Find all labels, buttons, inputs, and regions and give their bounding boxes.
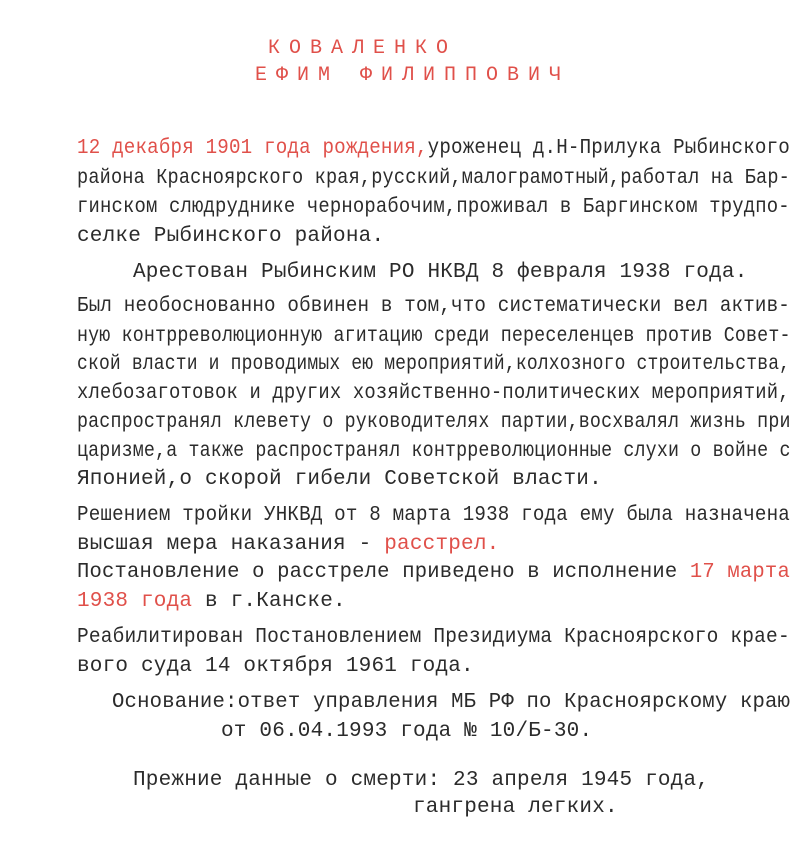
sentence-verdict: расстрел.: [384, 533, 500, 556]
previous-death-line-1: Прежние данные о смерти: 23 апреля 1945 года,: [133, 769, 710, 792]
biography-line-4: селке Рыбинского района.: [77, 225, 385, 248]
accusation-line-4: хлебозаготовок и других хозяйственно-политических мероприятий,: [77, 382, 790, 405]
arrest-line: Арестован Рыбинским РО НКВД 8 февраля 1938 года.: [133, 261, 748, 284]
person-surname: КОВАЛЕНКО: [268, 37, 458, 60]
birth-place: уроженец д.Н-Прилука Рыбинского: [427, 137, 790, 160]
accusation-line-5: распространял клевету о руководителях партии,восхвалял жизнь при: [77, 411, 791, 434]
execution-line-2: [77, 589, 346, 615]
sentence-line-2: [77, 532, 499, 558]
birth-line: [77, 136, 790, 162]
basis-line-2: от 06.04.1993 года № 10/Б-30.: [221, 720, 593, 743]
execution-year: 1938 года: [77, 590, 193, 613]
execution-place: в г.Канске.: [192, 590, 346, 613]
basis-line-1: Основание:ответ управления МБ РФ по Красноярскому краю: [112, 691, 791, 714]
accusation-line-1: Был необоснованно обвинен в том,что систематически вел актив-: [77, 295, 790, 318]
execution-line-1: [77, 560, 790, 586]
accusation-line-2: ную контрреволюционную агитацию среди переселенцев против Совет-: [77, 325, 791, 348]
execution-date: 17 марта: [689, 561, 790, 584]
execution-text: Постановление о расстреле приведено в исполнение: [77, 561, 690, 584]
rehabilitation-line-1: Реабилитирован Постановлением Президиума Красноярского крае-: [77, 626, 790, 649]
biography-line-2: района Красноярского края,русский,малограмотный,работал на Бар-: [77, 167, 790, 190]
accusation-line-7: Японией,о скорой гибели Советской власти.: [77, 468, 602, 491]
previous-death-line-2: гангрена легких.: [413, 796, 618, 819]
biography-line-3: гинском слюдруднике чернорабочим,проживал в Баргинском трудпо-: [77, 196, 790, 219]
birth-date: 12 декабря 1901 года рождения,: [77, 137, 428, 160]
accusation-line-6: царизме,а также распространял контрреволюционные слухи о войне с: [77, 440, 791, 463]
sentence-measure: высшая мера наказания -: [77, 533, 385, 556]
person-given-names: ЕФИМ ФИЛИППОВИЧ: [255, 64, 571, 87]
accusation-line-3: ской власти и проводимых ею мероприятий,колхозного строительства,: [77, 353, 791, 376]
sentence-line-1: Решением тройки УНКВД от 8 марта 1938 года ему была назначена: [77, 504, 790, 527]
rehabilitation-line-2: вого суда 14 октября 1961 года.: [77, 655, 474, 678]
